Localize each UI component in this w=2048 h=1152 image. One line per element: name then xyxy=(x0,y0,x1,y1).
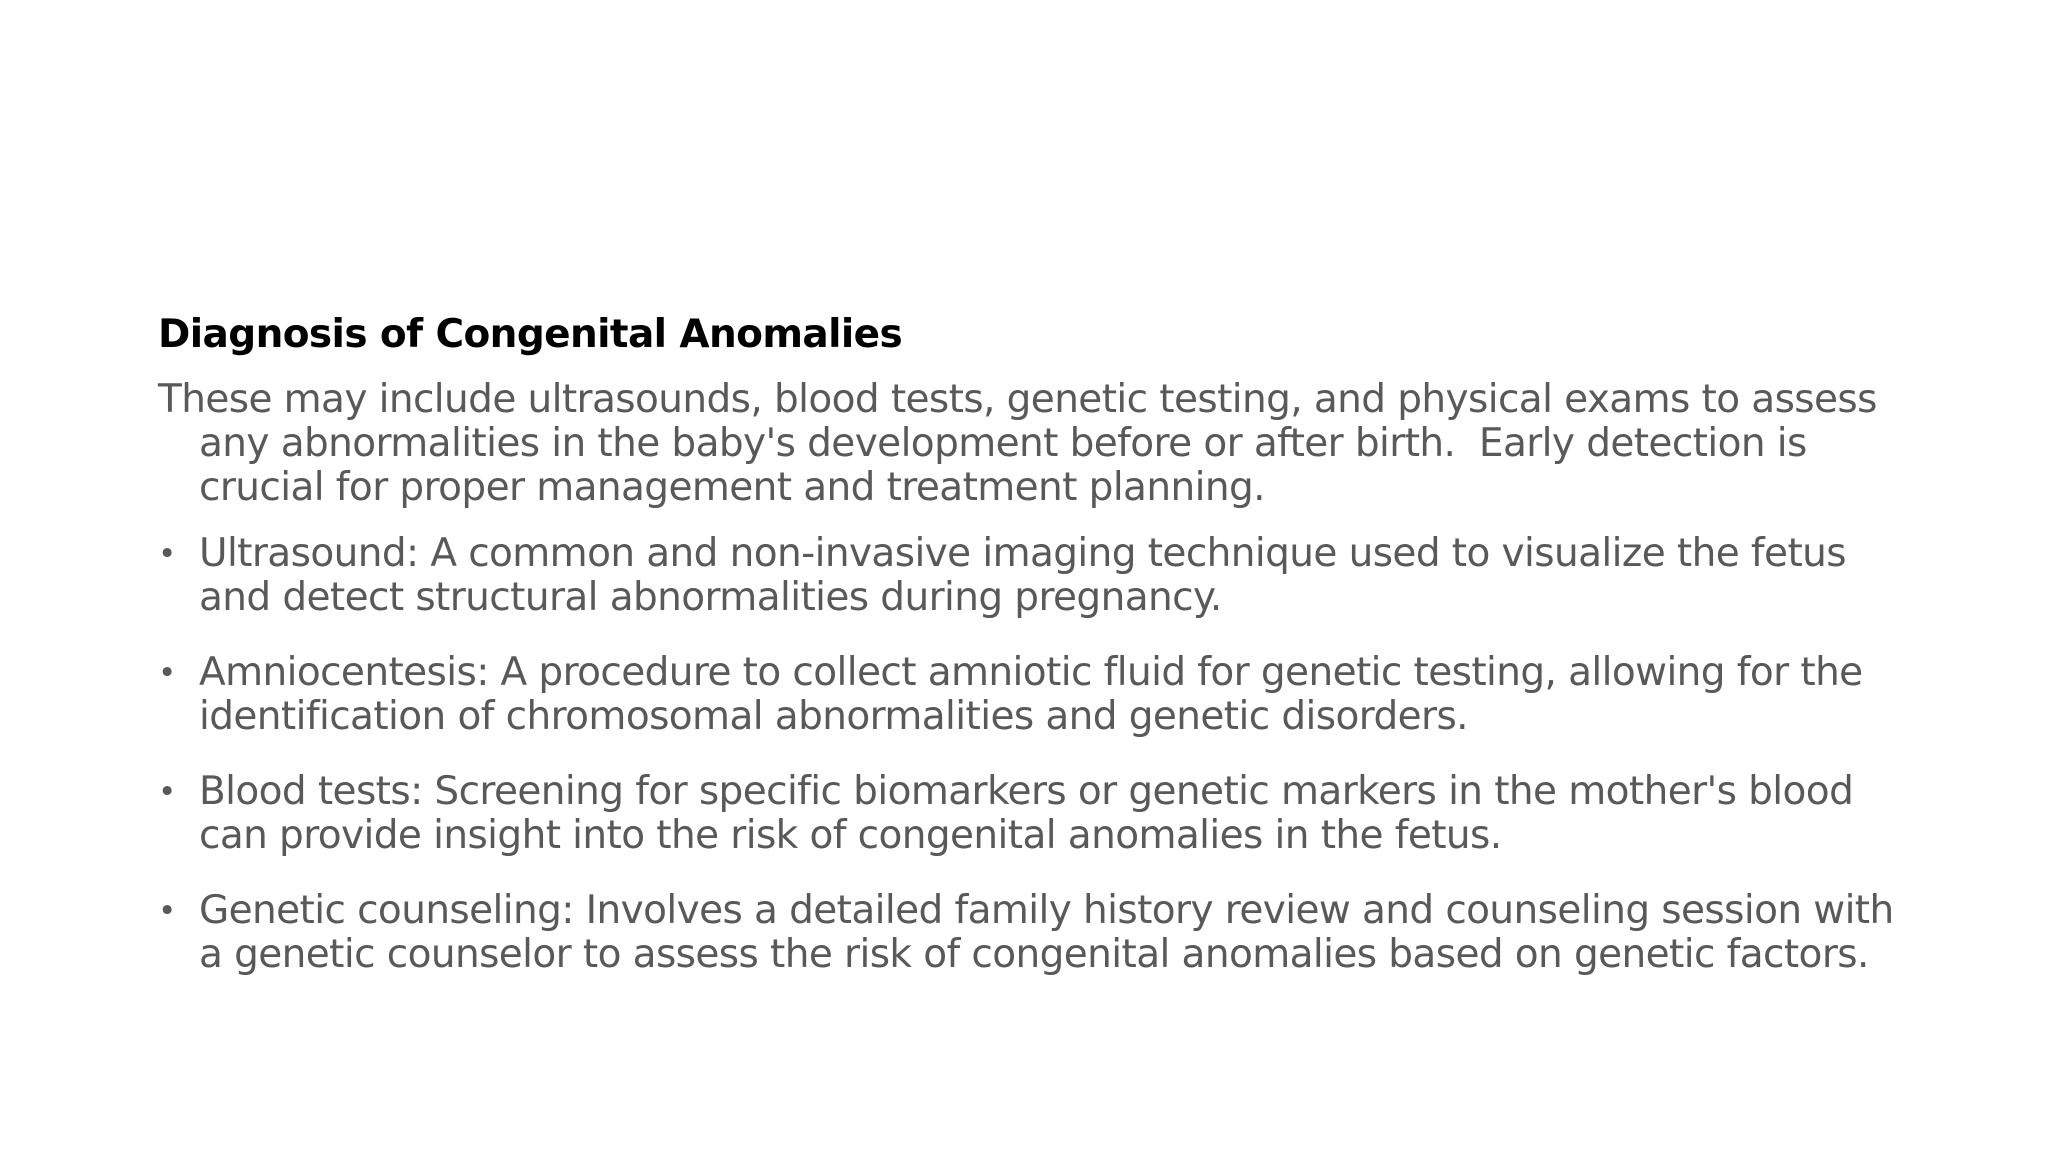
bullet-list xyxy=(158,532,1918,977)
bullet-item-amniocentesis xyxy=(158,651,1918,739)
bullet-item-blood-tests xyxy=(158,770,1918,858)
bullet-text-ultrasound: Ultrasound: A common and non-invasive imaging technique used to visualize the fetus and detect structural abnormalities during pregnancy. xyxy=(199,531,1846,620)
bullet-icon: • xyxy=(158,774,176,810)
bullet-icon: • xyxy=(158,893,176,929)
bullet-text-amniocentesis: Amniocentesis: A procedure to collect amniotic fluid for genetic testing, allowing for the identification of chromosomal abnormalities and genetic disorders. xyxy=(199,650,1863,739)
intro-paragraph: These may include ultrasounds, blood tests, genetic testing, and physical exams to assess any abnormalities in the baby's development before or after birth. Early detection is crucial for proper management and treatment planning. xyxy=(158,377,1889,510)
bullet-icon: • xyxy=(158,536,176,572)
bullet-text-blood-tests: Blood tests: Screening for specific biomarkers or genetic markers in the mother's blood can provide insight into the risk of congenital anomalies in the fetus. xyxy=(199,769,1854,858)
slide-content xyxy=(158,312,1918,1008)
bullet-item-ultrasound xyxy=(158,532,1918,620)
bullet-text-genetic-counseling: Genetic counseling: Involves a detailed family history review and counseling session with a genetic counselor to assess the risk of congenital anomalies based on genetic factors. xyxy=(199,888,1894,977)
slide-heading: Diagnosis of Congenital Anomalies xyxy=(158,312,903,357)
bullet-item-genetic-counseling xyxy=(158,889,1918,977)
bullet-icon: • xyxy=(158,655,176,691)
